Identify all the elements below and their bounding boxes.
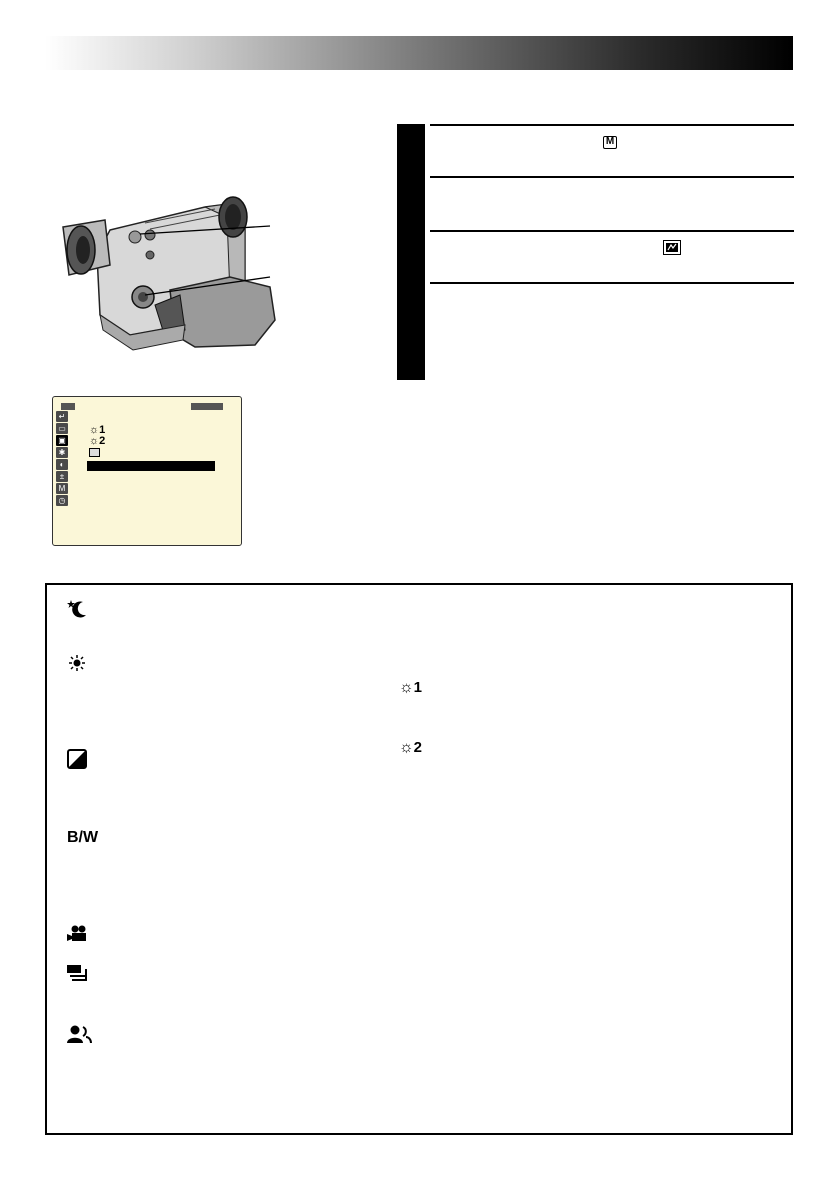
spotlight-icon: ☼ xyxy=(399,739,414,756)
return-icon: ↵ xyxy=(56,411,68,422)
lcd-item-spotlight-2: ☼2 xyxy=(89,435,106,447)
header-gradient-bar xyxy=(45,36,793,70)
spotlight-icon: ☼ xyxy=(89,435,100,447)
lcd-selection-highlight xyxy=(87,461,215,471)
lcd-item-twilight-icon xyxy=(89,448,100,457)
spotlight-1-item: ☼1 xyxy=(399,679,423,696)
exposure-menu-icon: ± xyxy=(56,471,68,482)
bw-icon: B/W xyxy=(67,829,99,846)
step-divider xyxy=(430,282,794,284)
manual-menu-icon: M xyxy=(56,483,68,494)
lcd-status-tag xyxy=(61,403,75,410)
manual-mode-icon: M xyxy=(603,136,617,149)
camera-menu-icon: ▭ xyxy=(56,423,68,434)
sunlight-icon xyxy=(69,655,85,671)
strobe-icon xyxy=(67,965,89,983)
lcd-item-spotlight-1: ☼1 xyxy=(89,424,106,436)
spotlight-icon: ☼ xyxy=(399,679,414,696)
spotlight-2-item: ☼2 xyxy=(399,739,423,756)
camcorder-illustration xyxy=(55,195,335,355)
program-ae-menu-icon: ▣ xyxy=(56,435,68,446)
program-ae-icon xyxy=(663,240,681,255)
step-tab xyxy=(397,124,425,380)
clock-menu-icon: ◷ xyxy=(56,495,68,506)
lcd-status-tag xyxy=(191,403,223,410)
legend-box xyxy=(45,583,793,1135)
step-divider xyxy=(430,124,794,126)
night-scope-icon xyxy=(67,599,89,619)
step-divider xyxy=(430,176,794,178)
spotlight-icon: ☼ xyxy=(89,424,100,436)
lcd-menu-screen xyxy=(52,396,242,546)
effect-menu-icon: ✱ xyxy=(56,447,68,458)
step-divider xyxy=(430,230,794,232)
white-balance-menu-icon: ◐ xyxy=(56,459,68,470)
cinema-icon xyxy=(67,925,89,943)
twilight-portrait-icon xyxy=(67,1025,93,1043)
shutter-icon xyxy=(67,749,87,769)
